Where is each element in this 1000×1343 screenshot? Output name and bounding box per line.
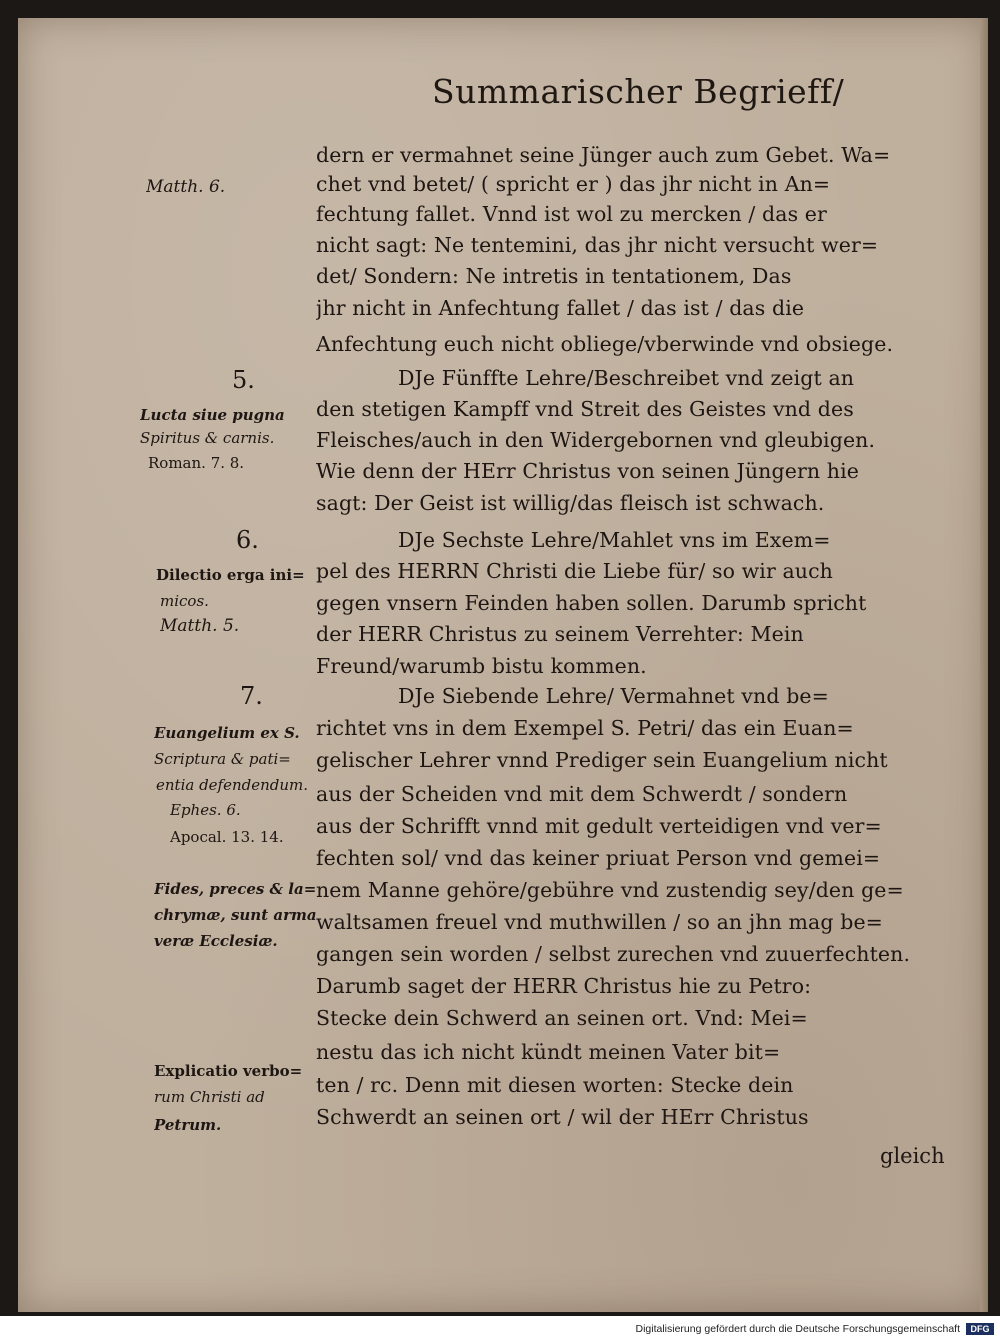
text-line: Schwerdt an seinen ort / wil der HErr Christus: [316, 1105, 809, 1129]
text-line: aus der Schrifft vnnd mit gedult verteidigen vnd ver=: [316, 814, 882, 838]
text-line: DJe Fünffte Lehre/Beschreibet vnd zeigt an: [398, 366, 855, 390]
text-line: aus der Scheiden vnd mit dem Schwerdt / sondern: [316, 782, 848, 806]
dfg-logo-icon: DFG: [966, 1323, 994, 1335]
page-edge: [980, 18, 988, 1312]
text-line: DJe Sechste Lehre/Mahlet vns im Exem=: [398, 528, 831, 552]
margin-note: Explicatio verbo=: [154, 1062, 303, 1080]
text-line: sagt: Der Geist ist willig/das fleisch ist schwach.: [316, 491, 825, 515]
section-number: 5.: [232, 366, 255, 394]
margin-note: entia defendendum.: [156, 776, 309, 794]
text-line: Freund/warumb bistu kommen.: [316, 654, 647, 678]
text-line: den stetigen Kampff vnd Streit des Geistes vnd des: [316, 397, 854, 421]
margin-note: chrymæ, sunt arma: [154, 906, 317, 924]
margin-note: Scriptura & pati=: [154, 750, 291, 768]
text-line: gegen vnsern Feinden haben sollen. Darumb spricht: [316, 591, 867, 615]
text-line: Darumb saget der HERR Christus hie zu Petro:: [316, 974, 812, 998]
running-head: Summarischer Begrieff/: [432, 72, 845, 111]
text-line: Fleisches/auch in den Widergebornen vnd gleubigen.: [316, 428, 876, 452]
text-line: Anfechtung euch nicht obliege/vberwinde vnd obsiege.: [316, 332, 894, 356]
section-number: 6.: [236, 526, 259, 554]
margin-note: Lucta siue pugna: [140, 406, 285, 424]
text-line: richtet vns in dem Exempel S. Petri/ das ein Euan=: [316, 716, 854, 740]
text-line: chet vnd betet/ ( spricht er ) das jhr nicht in An=: [316, 172, 831, 196]
text-line: Stecke dein Schwerd an seinen ort. Vnd: Mei=: [316, 1006, 808, 1030]
text-line: nicht sagt: Ne tentemini, das jhr nicht versucht wer=: [316, 233, 879, 257]
text-line: det/ Sondern: Ne intretis in tentationem, Das: [316, 264, 792, 288]
funding-notice: Digitalisierung gefördert durch die Deutsche Forschungsgemeinschaft: [635, 1323, 960, 1335]
margin-note: Matth. 6.: [146, 177, 226, 197]
catchword: gleich: [880, 1144, 945, 1168]
margin-note: Euangelium ex S.: [154, 724, 300, 742]
text-line: waltsamen freuel vnd muthwillen / so an jhn mag be=: [316, 910, 883, 934]
text-line: der HERR Christus zu seinem Verrehter: Mein: [316, 622, 804, 646]
margin-note: Dilectio erga ini=: [156, 566, 305, 584]
margin-note: Matth. 5.: [160, 616, 240, 636]
margin-note: Apocal. 13. 14.: [170, 828, 284, 846]
margin-note: Spiritus & carnis.: [140, 429, 275, 447]
text-line: pel des HERRN Christi die Liebe für/ so wir auch: [316, 559, 833, 583]
margin-note: Fides, preces & la=: [154, 880, 317, 898]
text-line: Wie denn der HErr Christus von seinen Jüngern hie: [316, 459, 859, 483]
margin-note: micos.: [160, 592, 209, 610]
text-line: dern er vermahnet seine Jünger auch zum Gebet. Wa=: [316, 143, 891, 167]
margin-note: rum Christi ad: [154, 1088, 265, 1106]
text-line: gelischer Lehrer vnnd Prediger sein Euangelium nicht: [316, 748, 888, 772]
text-line: nestu das ich nicht kündt meinen Vater bit=: [316, 1040, 781, 1064]
margin-note: Petrum.: [154, 1116, 222, 1134]
text-line: ten / rc. Denn mit diesen worten: Stecke dein: [316, 1073, 794, 1097]
footer-bar: [0, 1316, 1000, 1343]
margin-note: Roman. 7. 8.: [148, 454, 245, 472]
text-line: nem Manne gehöre/gebühre vnd zustendig sey/den ge=: [316, 878, 904, 902]
text-line: gangen sein worden / selbst zurechen vnd zuuerfechten.: [316, 942, 911, 966]
text-line: fechtung fallet. Vnnd ist wol zu mercken / das er: [316, 202, 827, 226]
section-number: 7.: [240, 682, 263, 710]
text-line: DJe Siebende Lehre/ Vermahnet vnd be=: [398, 684, 829, 708]
margin-note: Ephes. 6.: [170, 801, 241, 819]
text-line: fechten sol/ vnd das keiner priuat Person vnd gemei=: [316, 846, 881, 870]
text-line: jhr nicht in Anfechtung fallet / das ist / das die: [316, 296, 805, 320]
margin-note: veræ Ecclesiæ.: [154, 932, 278, 950]
